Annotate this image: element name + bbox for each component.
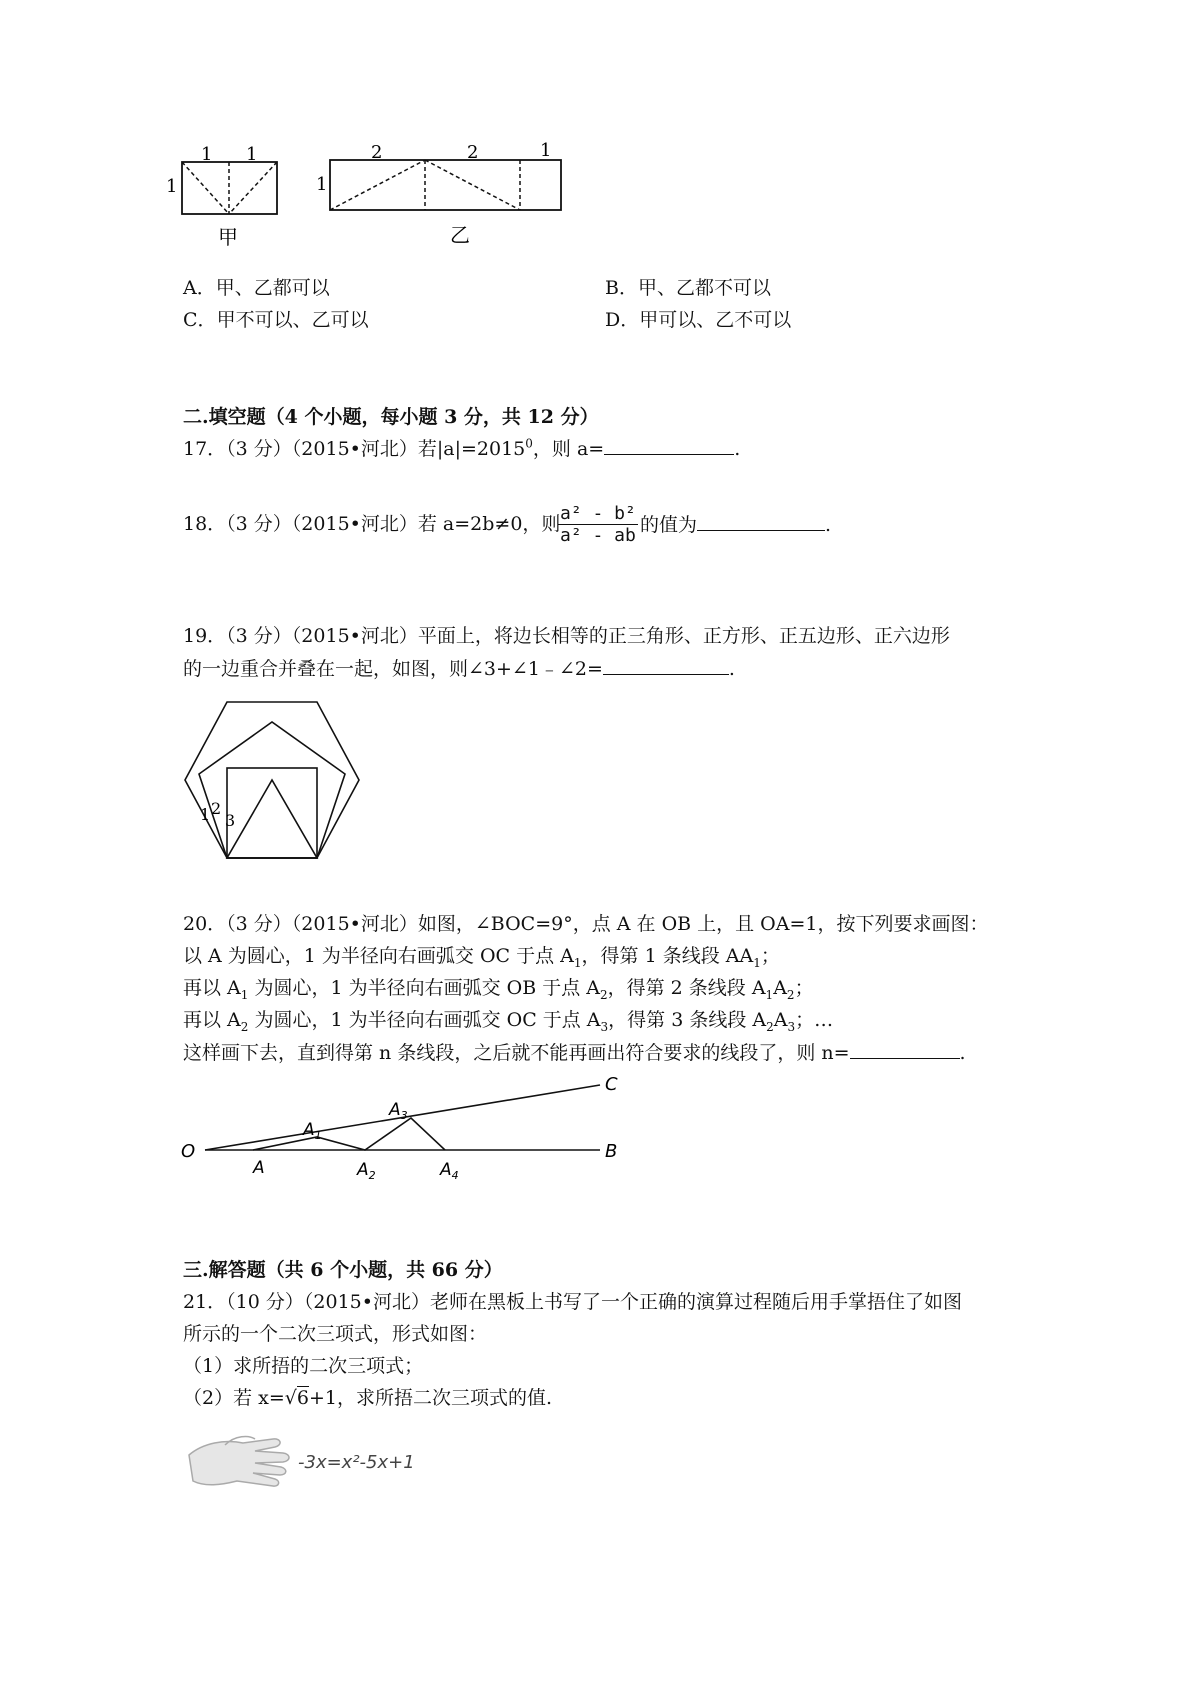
label-a4: $A_4$ [440,1160,459,1182]
q18-fraction [558,503,638,546]
section2-title: 二.填空题（4 个小题，每小题 3 分，共 12 分） [183,406,599,428]
label-c: C [605,1075,618,1095]
q16-figure [160,140,620,265]
q21-line4: （2）若 x=√6+1，求所捂二次三项式的值. [183,1387,553,1409]
angle-label-2: 2 [211,799,222,818]
pentagon [199,722,345,858]
yi-side-label: 1 [316,174,328,195]
q18-numerator: a² - b² [560,503,636,524]
angle-label-1: 1 [200,805,211,824]
q20-answer-blank[interactable] [850,1040,960,1059]
q21-equation: -3x=x²-5x+1 [298,1452,415,1473]
q17-answer-blank[interactable] [604,436,734,455]
jia-side-label: 1 [166,176,178,197]
sqrt-symbol: √ [284,1387,297,1409]
q18-denominator: a² - ab [560,525,636,546]
option-a: A．甲、乙都可以 [183,277,330,299]
q21-line3: （1）求所捂的二次三项式； [183,1355,424,1377]
q20-angle-figure [175,1075,645,1185]
hand-icon [185,1425,295,1495]
yi-top-label-2: 2 [467,142,479,163]
label-b: B [605,1141,618,1162]
q17: 17．（3 分）（2015•河北）若$|a|=2015^0$，则 a= . [183,436,741,460]
label-a1: $A_1$ [303,1120,322,1142]
q19-line1: 19．（3 分）（2015•河北）平面上，将边长相等的正三角形、正方形、正五边形、正六边形 [183,625,950,647]
triangle [227,780,317,858]
label-o: O [181,1141,196,1162]
yi-top-label-3: 1 [540,140,552,161]
q21-line2: 所示的一个二次三项式，形式如图： [183,1323,488,1345]
label-a2: $A_2$ [357,1160,376,1182]
q19-answer-blank[interactable] [603,656,729,675]
yi-caption: 乙 [450,223,470,247]
q18: 18．（3 分）（2015•河北）若 a=2b≠0，则 [183,513,561,535]
yi-top-label-1: 2 [371,142,383,163]
q20-line2: 以 A 为圆心，1 为半径向右画弧交 OC 于点 $A_1$，得第 1 条线段 $AA_1$； [183,945,780,970]
jia-top-label-2: 1 [246,144,258,165]
q20-line3: 再以 $A_1$ 为圆心，1 为半径向右画弧交 OB 于点 $A_2$，得第 2 条线段 $A_1A_2$； [183,977,814,1002]
section3-title: 三.解答题（共 6 个小题，共 66 分） [183,1259,503,1281]
q20-line1: 20．（3 分）（2015•河北）如图，∠BOC=9°，点 A 在 OB 上，且 OA=1，按下列要求画图： [183,913,989,935]
q19-line2: 的一边重合并叠在一起，如图，则∠3+∠1﹣∠2= . [183,658,735,680]
q20-line5: 这样画下去，直到得第 n 条线段，之后就不能再画出符合要求的线段了，则 n= . [183,1042,966,1064]
label-a3: $A_3$ [389,1100,408,1122]
q21-line1: 21．（10 分）（2015•河北）老师在黑板上书写了一个正确的演算过程随后用手掌捂住了如图 [183,1291,962,1313]
q18-tail: 的值为 . [640,514,832,536]
label-a: A [253,1158,265,1178]
q19-polygon-figure [175,690,390,865]
q18-answer-blank[interactable] [697,512,825,531]
angle-label-3: 3 [225,811,236,830]
option-d: D．甲可以、乙不可以 [605,309,792,331]
yi-rectangle [330,160,561,210]
option-c: C．甲不可以、乙可以 [183,309,369,331]
jia-caption: 甲 [218,225,238,249]
q20-line4: 再以 $A_2$ 为圆心，1 为半径向右画弧交 OC 于点 $A_3$，得第 3 条线段 $A_2A_3$；… [183,1009,834,1034]
option-b: B．甲、乙都不可以 [605,277,771,299]
jia-top-label-1: 1 [201,144,213,165]
